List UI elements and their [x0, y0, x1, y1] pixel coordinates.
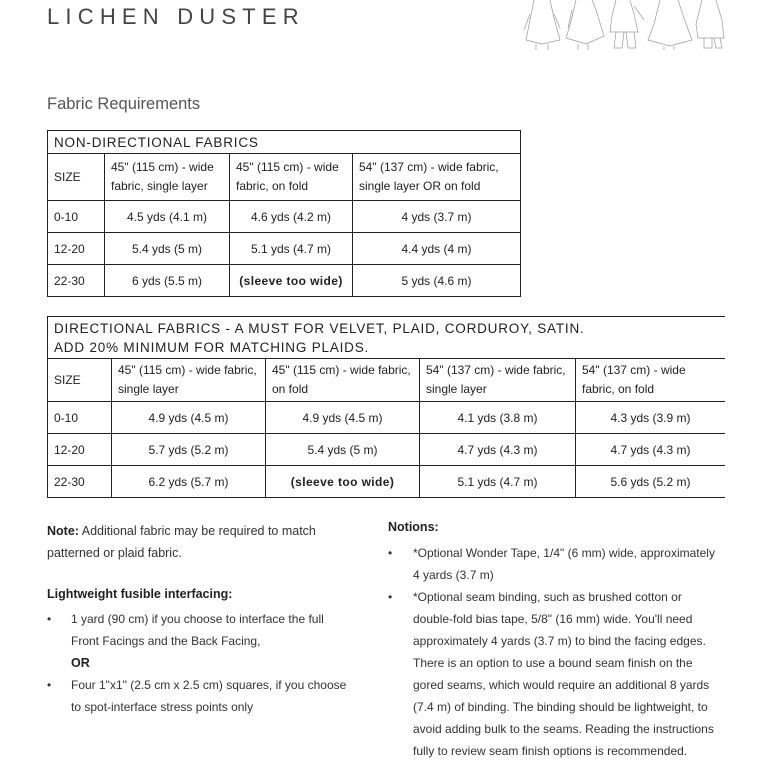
table-caption — [48, 317, 726, 359]
size-cell: 22-30 — [48, 466, 112, 498]
value-cell: 4.9 yds (4.5 m) — [266, 402, 420, 434]
bullet-icon: • — [388, 590, 393, 604]
value-cell-sleeve-too-wide: (sleeve too wide) — [230, 265, 353, 297]
column-header: 45" (115 cm) - wide fabric, on fold — [230, 154, 353, 201]
figure-2 — [566, 0, 604, 50]
value-cell: 5.6 yds (5.2 m) — [576, 466, 726, 498]
garment-illustration — [520, 0, 728, 50]
caption-line-2: ADD 20% MINIMUM FOR MATCHING PLAIDS. — [54, 339, 370, 355]
note-paragraph — [47, 520, 347, 564]
pattern-title: LICHEN DUSTER — [47, 4, 305, 29]
value-cell: 4.3 yds (3.9 m) — [576, 402, 726, 434]
value-cell: 4.6 yds (4.2 m) — [230, 201, 353, 233]
column-header: 45" (115 cm) - wide fabric, single layer — [105, 154, 230, 201]
size-cell: 22-30 — [48, 265, 105, 297]
figure-4 — [648, 0, 692, 50]
table-caption: NON-DIRECTIONAL FABRICS — [48, 131, 521, 154]
notions-list — [388, 542, 718, 762]
value-cell-sleeve-too-wide: (sleeve too wide) — [266, 466, 420, 498]
interfacing-title: Lightweight fusible interfacing: — [47, 587, 233, 601]
value-cell: 4.1 yds (3.8 m) — [420, 402, 576, 434]
table-row — [48, 466, 726, 498]
notions-title: Notions: — [388, 520, 439, 534]
list-item — [47, 608, 347, 652]
caption-line-1: DIRECTIONAL FABRICS - A MUST FOR VELVET, PLAID, CORDUROY, SATIN. — [54, 320, 585, 336]
size-cell: 0-10 — [48, 201, 105, 233]
list-item-text: *Optional Wonder Tape, 1/4" (6 mm) wide, approximately 4 yards (3.7 m) — [413, 546, 715, 582]
value-cell: 5.7 yds (5.2 m) — [112, 434, 266, 466]
table-row — [48, 233, 521, 265]
value-cell: 5.4 yds (5 m) — [105, 233, 230, 265]
column-header: 45" (115 cm) - wide fabric, on fold — [266, 359, 420, 402]
size-cell: 12-20 — [48, 434, 112, 466]
note-label: Note: — [47, 524, 79, 538]
size-cell: 12-20 — [48, 233, 105, 265]
column-header: 45" (115 cm) - wide fabric, single layer — [112, 359, 266, 402]
bullet-icon: • — [388, 546, 393, 560]
value-cell: 4.7 yds (4.3 m) — [420, 434, 576, 466]
non-directional-fabrics-table — [47, 130, 521, 297]
value-cell: 4.4 yds (4 m) — [353, 233, 521, 265]
column-header-size: SIZE — [48, 359, 112, 402]
list-item — [388, 586, 718, 762]
column-header-size: SIZE — [48, 154, 105, 201]
column-header: 54" (137 cm) - wide fabric, on fold — [576, 359, 726, 402]
or-separator: OR — [71, 656, 90, 670]
value-cell: 4.7 yds (4.3 m) — [576, 434, 726, 466]
value-cell: 5.1 yds (4.7 m) — [420, 466, 576, 498]
value-cell: 4.5 yds (4.1 m) — [105, 201, 230, 233]
column-header: 54" (137 cm) - wide fabric, single layer — [420, 359, 576, 402]
size-cell: 0-10 — [48, 402, 112, 434]
list-item-text: 1 yard (90 cm) if you choose to interface the full Front Facings and the Back Facing, — [71, 612, 324, 648]
column-header: 54" (137 cm) - wide fabric, single layer OR on fold — [353, 154, 521, 201]
table-row — [48, 265, 521, 297]
section-title-fabric-requirements: Fabric Requirements — [47, 95, 201, 113]
value-cell: 5 yds (4.6 m) — [353, 265, 521, 297]
note-text: Additional fabric may be required to match patterned or plaid fabric. — [47, 524, 316, 560]
value-cell: 4.9 yds (4.5 m) — [112, 402, 266, 434]
table-row — [48, 402, 726, 434]
value-cell: 4 yds (3.7 m) — [353, 201, 521, 233]
list-item — [388, 542, 718, 586]
value-cell: 6 yds (5.5 m) — [105, 265, 230, 297]
bullet-icon: • — [47, 612, 52, 626]
list-item-text: Four 1"x1" (2.5 cm x 2.5 cm) squares, if you choose to spot-interface stress points only — [71, 678, 347, 714]
bullet-icon: • — [47, 678, 52, 692]
value-cell: 5.1 yds (4.7 m) — [230, 233, 353, 265]
table-row — [48, 434, 726, 466]
interfacing-list — [47, 608, 347, 718]
directional-fabrics-table — [47, 316, 725, 498]
figure-5 — [696, 0, 724, 48]
figure-1 — [524, 0, 560, 50]
table-row — [48, 201, 521, 233]
value-cell: 6.2 yds (5.7 m) — [112, 466, 266, 498]
list-item-text: *Optional seam binding, such as brushed cotton or double-fold bias tape, 5/8" (16 mm) wide. You'll need approximately 4 yards (3.7 m) to bind the facing edges. There is an option to use a bound seam finish on the gored seams, which would require an additional 8 yards (7.4 m) of binding. The binding should be lightweight, to avoid adding bulk to the seams. Reading the instructions fully to review seam finish options is recommended. — [413, 590, 714, 758]
figure-3 — [610, 0, 644, 48]
value-cell: 5.4 yds (5 m) — [266, 434, 420, 466]
list-item — [47, 674, 347, 718]
